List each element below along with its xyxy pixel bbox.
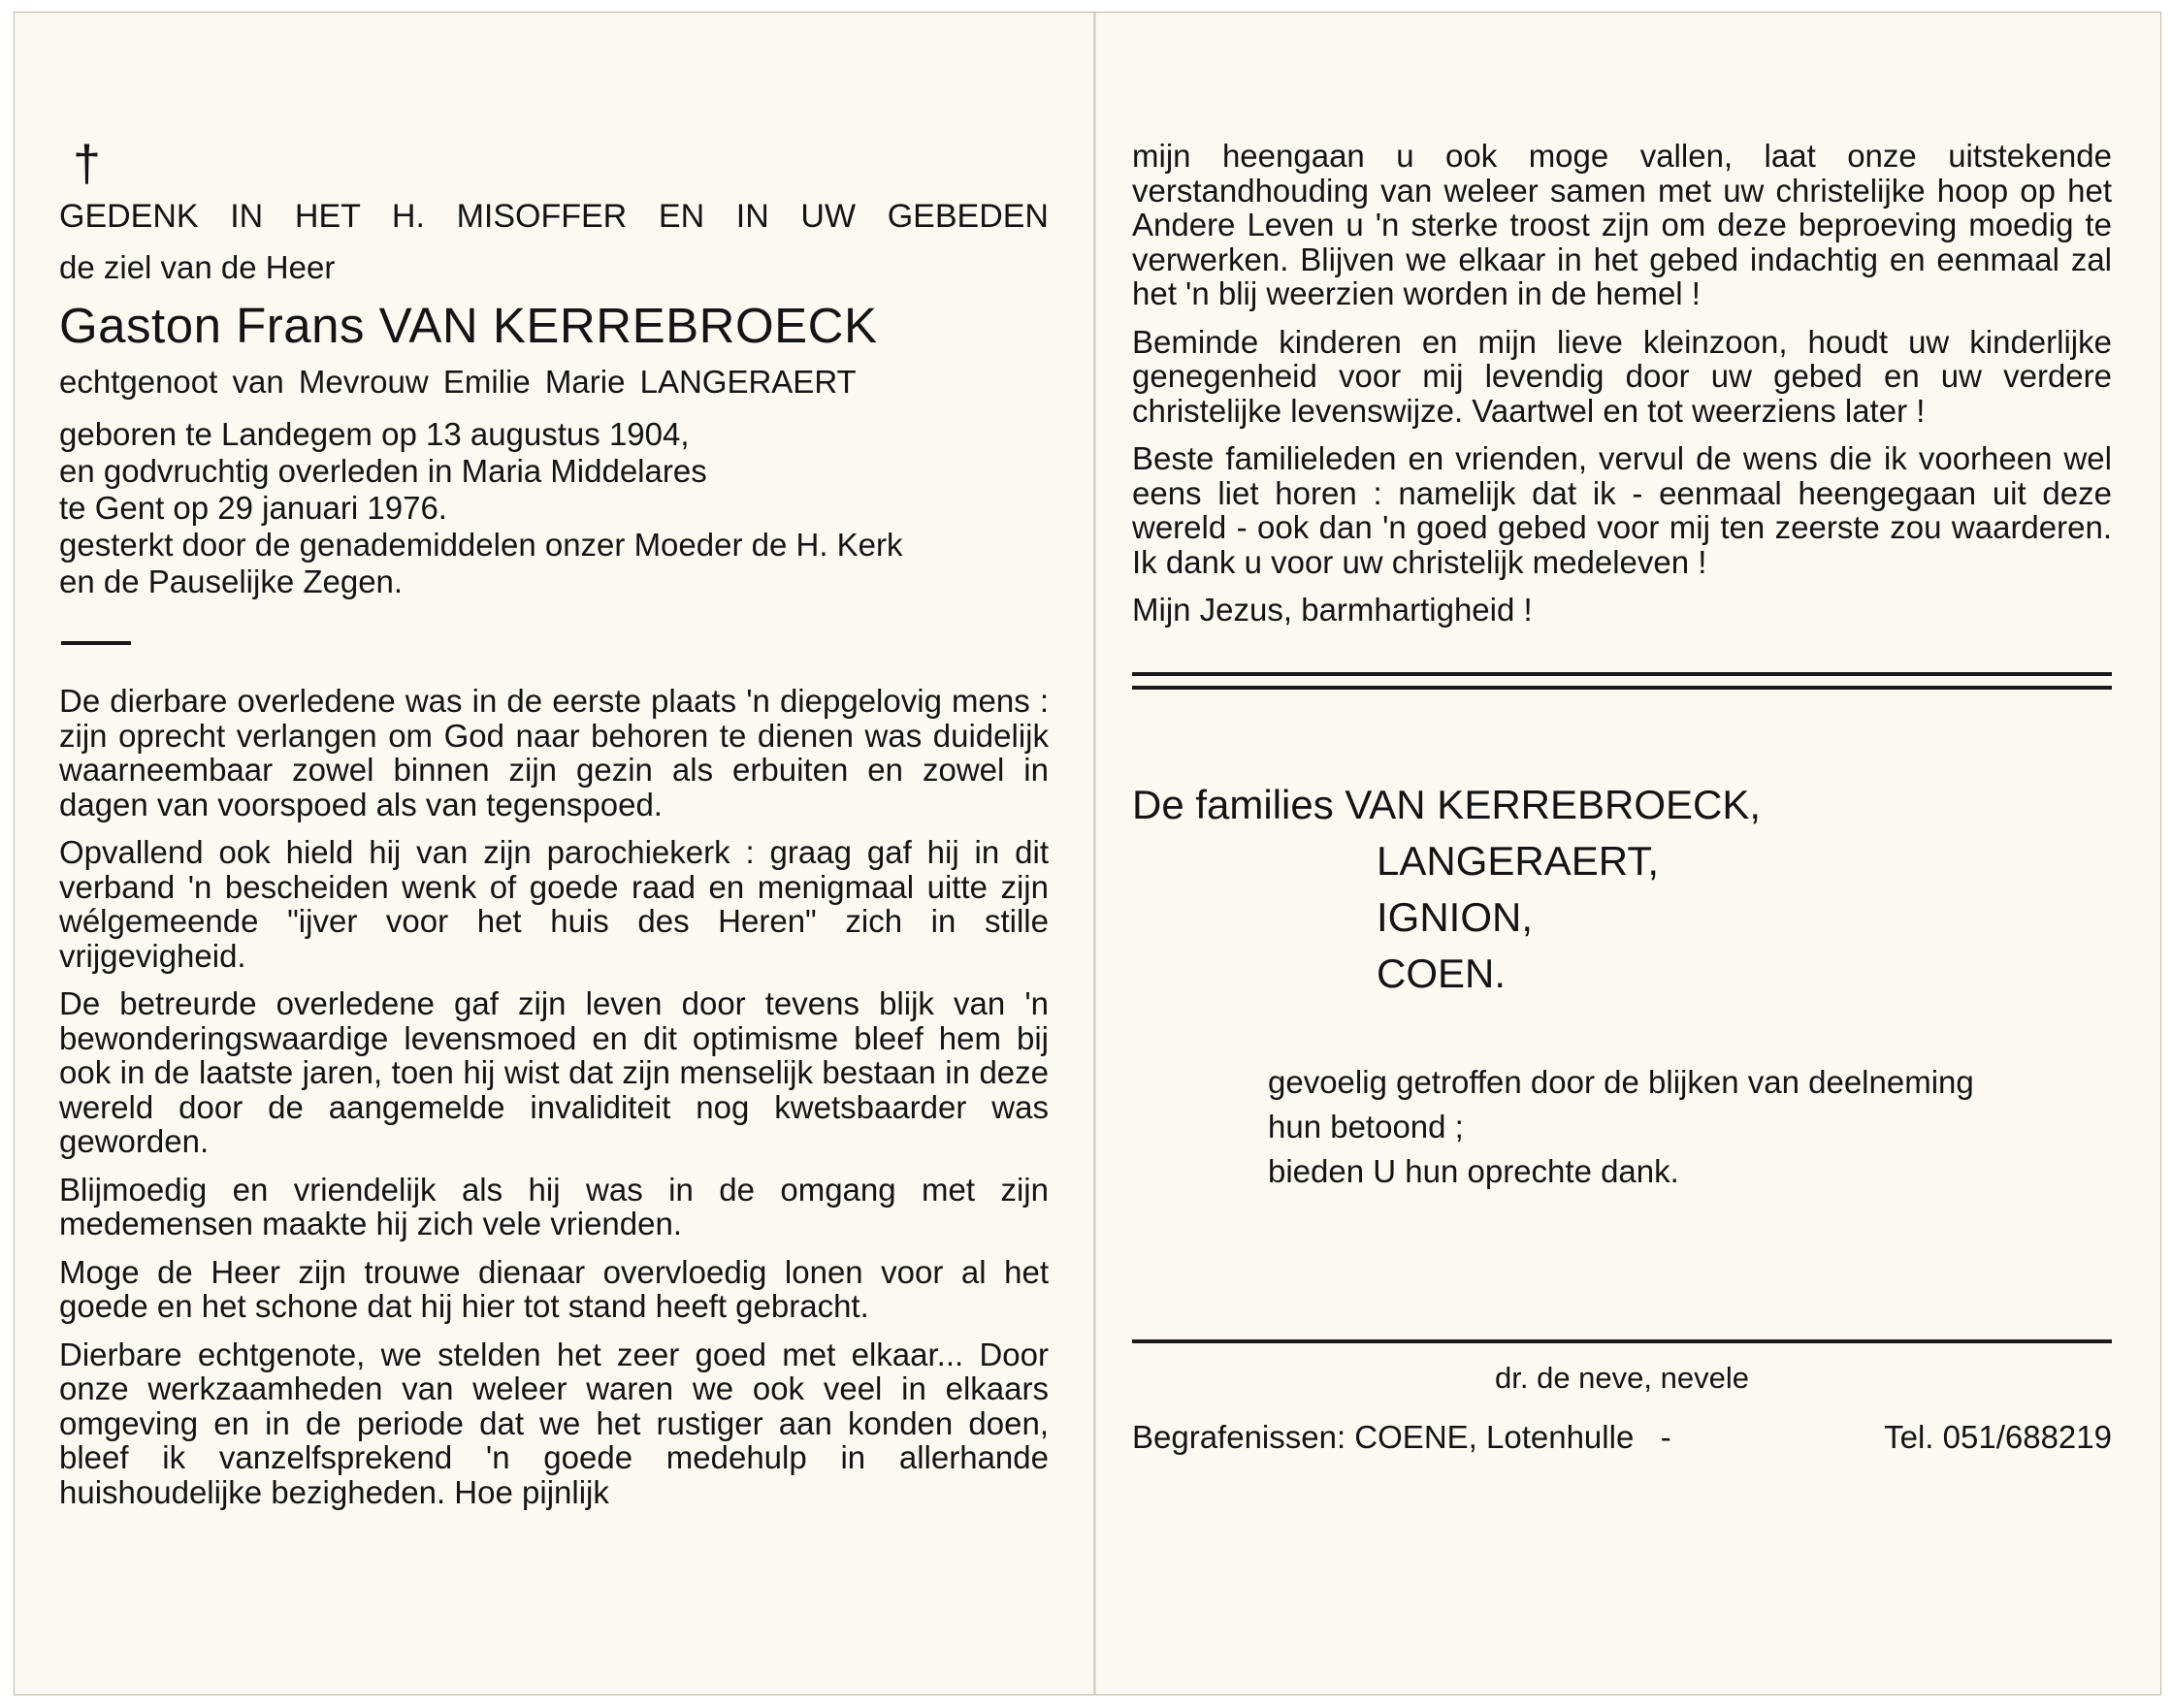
family-name: COEN. — [1377, 950, 1507, 996]
double-divider-bottom — [1132, 686, 2112, 690]
body-paragraph: mijn heengaan u ook moge vallen, laat onze uitstekende verstandhouding van weleer samen met uw christelijke hoop op het Andere Leven u 'n sterke troost zijn om deze beproeving moedig te verwerken. Blijven we elkaar in het gebed indachtig en eenmaal zal het 'n blij weerzien worden in de hemel ! — [1132, 138, 2112, 311]
thanks-line: bieden U hun oprechte dank. — [1268, 1152, 1679, 1189]
body-paragraph: De dierbare overledene was in de eerste plaats 'n diepgelovig mens : zijn oprecht verlangen om God naar behoren te dienen was duidelijk waarneembaar zowel binnen zijn gezin als erbuiten en zowel in dagen van voorspoed als van tegenspoed. — [59, 683, 1049, 822]
body-paragraph: De betreurde overledene gaf zijn leven door tevens blijk van 'n bewonderingswaardige levensmoed en dit optimisme bleef hem bij ook in de laatste jaren, toen hij wist dat zijn menselijk bestaan in deze wereld door de aangemelde invaliditeit nog kwetsbaarder was geworden. — [59, 985, 1049, 1159]
short-divider — [61, 641, 131, 645]
birth-line: te Gent op 29 januari 1976. — [59, 490, 447, 526]
left-page — [59, 136, 1049, 1523]
birth-line: geboren te Landegem op 13 augustus 1904, — [59, 416, 690, 452]
body-paragraph: Dierbare echtgenote, we stelden het zeer goed met elkaar... Door onze werkzaamheden van weleer waren we ook veel in elkaars omgeving en in de periode dat we het rustiger aan konden doen, bleef ik vanzelfsprekend 'n goede medehulp in allerhande huishoudelijke bezigheden. Hoe pijnlijk — [59, 1336, 1049, 1510]
memorial-card — [14, 12, 2161, 1695]
undertaker-line — [1132, 1419, 2112, 1456]
spouse-line: echtgenoot van Mevrouw Emilie Marie LANGERAERT — [59, 364, 857, 400]
undertaker-name: Begrafenissen: COENE, Lotenhulle - — [1132, 1418, 1671, 1455]
body-paragraph: Opvallend ook hield hij van zijn parochiekerk : graag gaf hij in dit verband 'n bescheiden wenk of goede raad en menigmaal uitte zijn wélgemeende "ijver voor het huis des Heren" zich in stille vrijgevigheid. — [59, 834, 1049, 974]
birth-line: gesterkt door de genademiddelen onzer Moeder de H. Kerk — [59, 527, 903, 563]
family-name: De families VAN KERREBROECK, — [1132, 781, 1762, 827]
birth-death-info — [59, 416, 1049, 600]
thanks-line: hun betoond ; — [1268, 1108, 1464, 1144]
intro-text: de ziel van de Heer — [59, 249, 336, 285]
footer-divider — [1132, 1339, 2112, 1343]
body-paragraph: Mijn Jezus, barmhartigheid ! — [1132, 592, 1533, 628]
body-paragraph: Moge de Heer zijn trouwe dienaar overvloedig lonen voor al het goede en het schone dat hij hier tot stand heeft gebracht. — [59, 1253, 1049, 1324]
family-name: LANGERAERT, — [1377, 837, 1659, 884]
cross-icon: † — [73, 136, 101, 192]
family-name: IGNION, — [1377, 893, 1534, 940]
body-paragraph: Beste familieleden en vrienden, vervul de wens die ik voorheen wel eens liet horen : namelijk dat ik - eenmaal heengegaan uit deze wereld - ook dan 'n goed gebed voor mij ten zeerste zou waarderen. Ik dank u voor uw christelijk medeleven ! — [1132, 440, 2112, 580]
double-divider-top — [1132, 672, 2112, 676]
right-page — [1132, 139, 2112, 1456]
header-text: GEDENK IN HET H. MISOFFER EN IN UW GEBEDEN — [59, 198, 1049, 235]
undertaker-phone: Tel. 051/688219 — [1884, 1418, 2112, 1455]
birth-line: en de Pauselijke Zegen. — [59, 564, 404, 599]
thanks-line: gevoelig getroffen door de blijken van deelneming — [1268, 1063, 1974, 1100]
body-paragraph: Blijmoedig en vriendelijk als hij was in de omgang met zijn medemensen maakte hij zich vele vrienden. — [59, 1171, 1049, 1241]
thanks-block — [1268, 1060, 2112, 1194]
deceased-name: Gaston Frans VAN KERREBROECK — [59, 298, 878, 353]
printer-credit: dr. de neve, nevele — [1495, 1360, 1749, 1395]
families-block — [1132, 777, 2112, 1002]
birth-line: en godvruchtig overleden in Maria Middelares — [59, 453, 707, 489]
body-paragraph: Beminde kinderen en mijn lieve kleinzoon, houdt uw kinderlijke genegenheid voor mij levendig door uw gebed en uw verdere christelijke levenswijze. Vaartwel en tot weerziens later ! — [1132, 323, 2112, 429]
card-fold — [1093, 13, 1096, 1694]
